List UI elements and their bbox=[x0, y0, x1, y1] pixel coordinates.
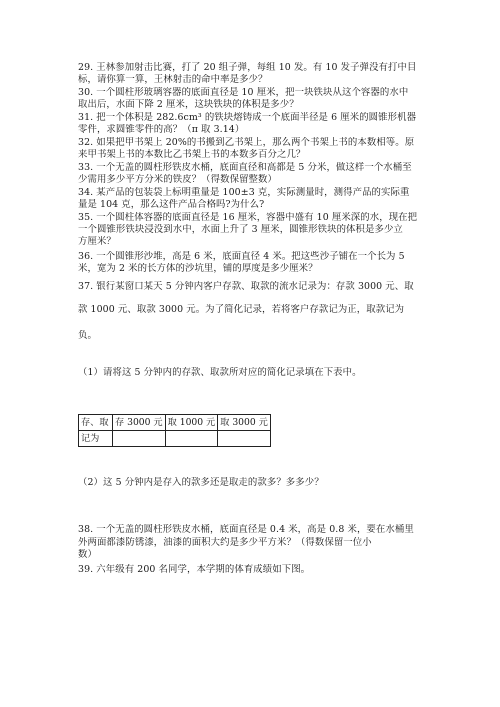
q36-line-1: 36. 一个圆锥形沙堆，高是 6 米，底面直径 4 米。把这些沙子铺在一个长为 5 bbox=[78, 251, 405, 262]
q37-line-1: 37. 银行某窗口某天 5 分钟内客户存款、取款的流水记录为：存款 3000 元、取 bbox=[78, 281, 414, 292]
q33-line-2: 少需用多少平方分米的铁皮？（得数保留整数） bbox=[78, 174, 277, 185]
q35-line-2: 一个圆锥形铁块浸没到水中，水面上升了 3 厘米，圆锥形铁块的体积是多少立 bbox=[78, 224, 403, 235]
table-cell-empty[interactable] bbox=[218, 431, 271, 447]
q29-line-2: 标，请你算一算，王林射击的命中率是多少？ bbox=[78, 74, 268, 85]
table-cell-empty[interactable] bbox=[165, 431, 218, 447]
q32-line-1: 32. 如果把甲书架上 20%的书搬到乙书架上，那么两个书架上书的本数相等。原 bbox=[78, 137, 415, 148]
q38-line-3: 数） bbox=[78, 549, 97, 560]
q32-line-2: 来甲书架上书的本数比乙书架上书的本数多百分之几？ bbox=[78, 149, 306, 160]
q37-line-3: 负。 bbox=[78, 330, 97, 341]
table-cell: 存、取 bbox=[79, 415, 113, 431]
q36-line-2: 米，宽为 2 米的长方体的沙坑里，铺的厚度是多少厘米？ bbox=[78, 263, 318, 274]
table-row bbox=[79, 431, 271, 447]
q35-line-3: 方厘米？ bbox=[78, 236, 116, 247]
q30-line-2: 取出后，水面下降 2 厘米，这块铁块的体积是多少？ bbox=[78, 99, 299, 110]
q35-line-1: 35. 一个圆柱体容器的底面直径是 16 厘米，容器中盛有 10 厘米深的水，现在把 bbox=[78, 212, 418, 223]
q38-line-1: 38. 一个无盖的圆柱形铁皮水桶，底面直径是 0.4 米，高是 0.8 米，要在水桶里 bbox=[78, 524, 414, 535]
table-cell: 取 3000 元 bbox=[218, 415, 271, 431]
q38-line-2: 外两面都漆防锈漆，油漆的面积大约是多少平方米？（得数保留一位小 bbox=[78, 537, 372, 548]
q37-part-2: （2）这 5 分钟内是存入的款多还是取走的款多？多多少？ bbox=[78, 477, 324, 488]
q37-part-1: （1）请将这 5 分钟内的存款、取款所对应的简化记录填在下表中。 bbox=[78, 367, 362, 378]
table-cell: 记为 bbox=[79, 431, 113, 447]
q31-line-2: 零件，求圆锥零件的高？（π 取 3.14） bbox=[78, 124, 245, 135]
q30-line-1: 30. 一个圆柱形玻璃容器的底面直径是 10 厘米，把一块铁块从这个容器的水中 bbox=[78, 87, 409, 98]
q33-line-1: 33. 一个无盖的圆柱形铁皮水桶，底面直径和高都是 5 分米，做这样一个水桶至 bbox=[78, 162, 412, 173]
table-cell: 存 3000 元 bbox=[113, 415, 166, 431]
q39-line-1: 39. 六年级有 200 名同学，本学期的体育成绩如下图。 bbox=[78, 564, 311, 575]
table-cell-empty[interactable] bbox=[113, 431, 166, 447]
q31-line-1: 31. 把一个体积是 282.6cm³ 的铁块熔铸成一个底面半径是 6 厘米的圆锥形机器 bbox=[78, 112, 417, 123]
table-cell: 取 1000 元 bbox=[165, 415, 218, 431]
table-row bbox=[79, 415, 271, 431]
q34-line-2: 量是 104 克，那么这件产品合格吗?为什么? bbox=[78, 199, 265, 210]
q34-line-1: 34. 某产品的包装袋上标明重量是 100±3 克，实际测量时，测得产品的实际重 bbox=[78, 187, 410, 198]
record-table bbox=[78, 414, 271, 447]
q29-line-1: 29. 王林参加射击比赛，打了 20 组子弹，每组 10 发。有 10 发子弹没有打中目 bbox=[78, 62, 417, 73]
q37-line-2: 款 1000 元、取款 3000 元。为了简化记录，若将客户存款记为正，取款记为 bbox=[78, 304, 405, 315]
